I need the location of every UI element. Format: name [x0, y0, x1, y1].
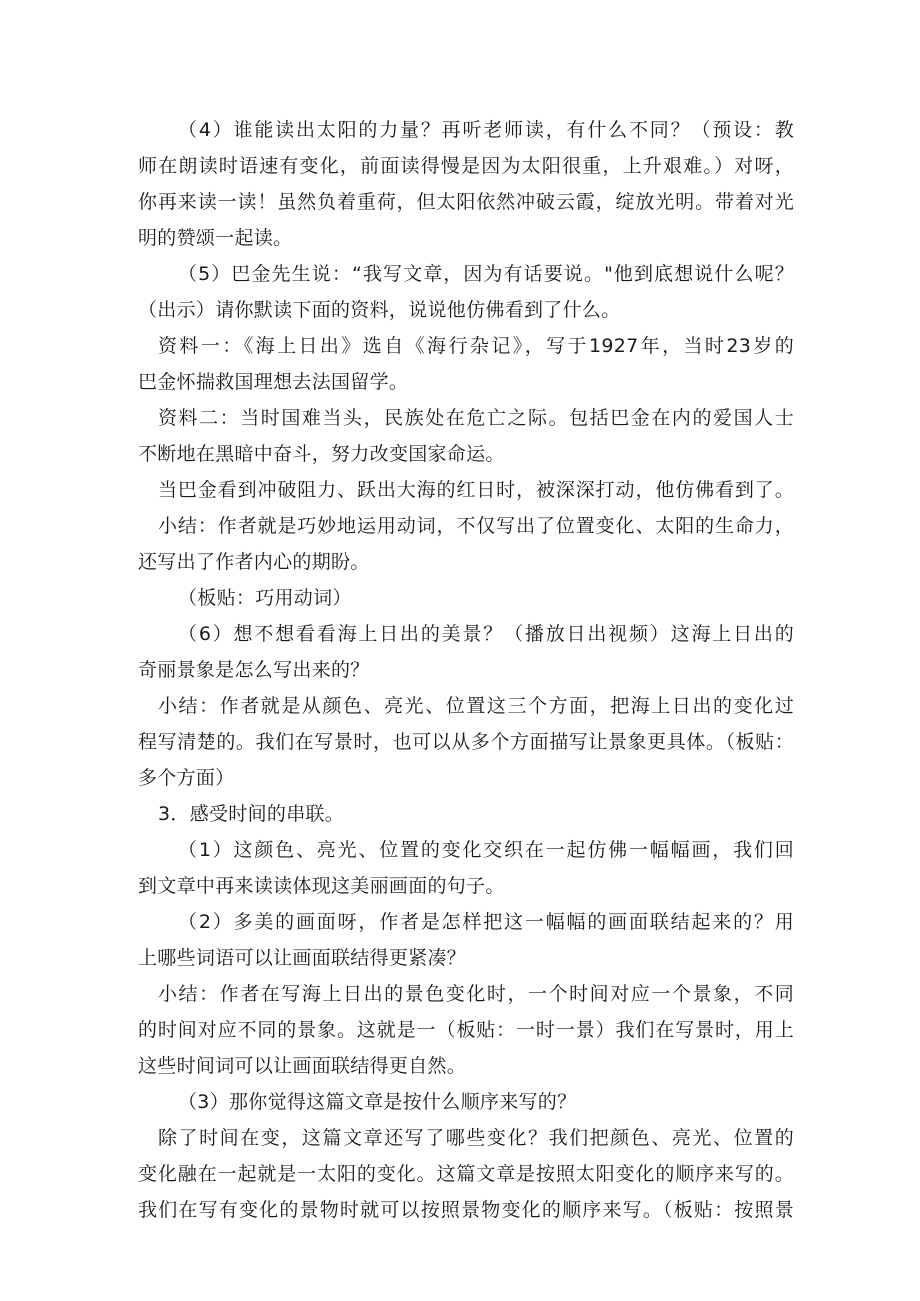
paragraph-line: 小结：作者就是巧妙地运用动词，不仅写出了位置变化、太阳的生命力，	[158, 515, 794, 537]
paragraph-line: （6）想不想看看海上日出的美景？（播放日出视频）这海上日出的	[178, 623, 794, 645]
paragraph-line: 的时间对应不同的景象。这就是一（板贴：一时一景）我们在写景时，用上	[138, 1019, 794, 1041]
paragraph-line: 当巴金看到冲破阻力、跃出大海的红日时，被深深打动，他仿佛看到了。	[158, 479, 794, 501]
paragraph-line: 小结：作者在写海上日出的景色变化时，一个时间对应一个景象，不同	[158, 983, 794, 1005]
paragraph-line: 我们在写有变化的景物时就可以按照景物变化的顺序来写。（板贴：按照景	[138, 1199, 794, 1221]
paragraph-line: （板贴：巧用动词）	[178, 587, 352, 609]
paragraph-line: 资料一：《海上日出》选自《海行杂记》，写于1927年，当时23岁的	[158, 335, 794, 357]
paragraph-line: （4）谁能读出太阳的力量？再听老师读，有什么不同？（预设：教	[178, 119, 794, 141]
paragraph-line: 还写出了作者内心的期盼。	[138, 551, 370, 573]
paragraph-line: 上哪些词语可以让画面联结得更紧凑？	[138, 947, 467, 969]
paragraph-line: 明的赞颂一起读。	[138, 227, 293, 249]
paragraph-line: （5）巴金先生说：“我写文章，因为有话要说。"他到底想说什么呢？	[178, 263, 794, 285]
paragraph-line: 小结：作者就是从颜色、亮光、位置这三个方面，把海上日出的变化过	[158, 695, 794, 717]
paragraph-line: 多个方面）	[138, 767, 235, 789]
paragraph-line: 变化融在一起就是一太阳的变化。这篇文章是按照太阳变化的顺序来写的。	[138, 1163, 794, 1185]
paragraph-line: 不断地在黑暗中奋斗，努力改变国家命运。	[138, 443, 505, 465]
paragraph-line: 巴金怀揣救国理想去法国留学。	[138, 371, 409, 393]
paragraph-line: 到文章中再来读读体现这美丽画面的句子。	[138, 875, 505, 897]
paragraph-line: 程写清楚的。我们在写景时，也可以从多个方面描写让景象更具体。（板贴：	[138, 731, 794, 753]
paragraph-line: （出示）请你默读下面的资料，说说他仿佛看到了什么。	[138, 299, 621, 321]
paragraph-line: 你再来读一读！虽然负着重荷，但太阳依然冲破云霞，绽放光明。带着对光	[138, 191, 794, 213]
paragraph-line: （1）这颜色、亮光、位置的变化交织在一起仿佛一幅幅画，我们回	[178, 839, 794, 861]
paragraph-line: （3）那你觉得这篇文章是按什么顺序来写的？	[178, 1091, 577, 1113]
paragraph-line: （2）多美的画面呀，作者是怎样把这一幅幅的画面联结起来的？用	[178, 911, 794, 933]
section-heading: 3．感受时间的串联。	[158, 803, 345, 825]
paragraph-line: 除了时间在变，这篇文章还写了哪些变化？我们把颜色、亮光、位置的	[158, 1127, 794, 1149]
paragraph-line: 奇丽景象是怎么写出来的？	[138, 659, 370, 681]
paragraph-line: 师在朗读时语速有变化，前面读得慢是因为太阳很重，上升艰难。）对呀，	[138, 155, 794, 177]
paragraph-line: 这些时间词可以让画面联结得更自然。	[138, 1055, 467, 1077]
paragraph-line: 资料二：当时国难当头，民族处在危亡之际。包括巴金在内的爱国人士	[158, 407, 794, 429]
